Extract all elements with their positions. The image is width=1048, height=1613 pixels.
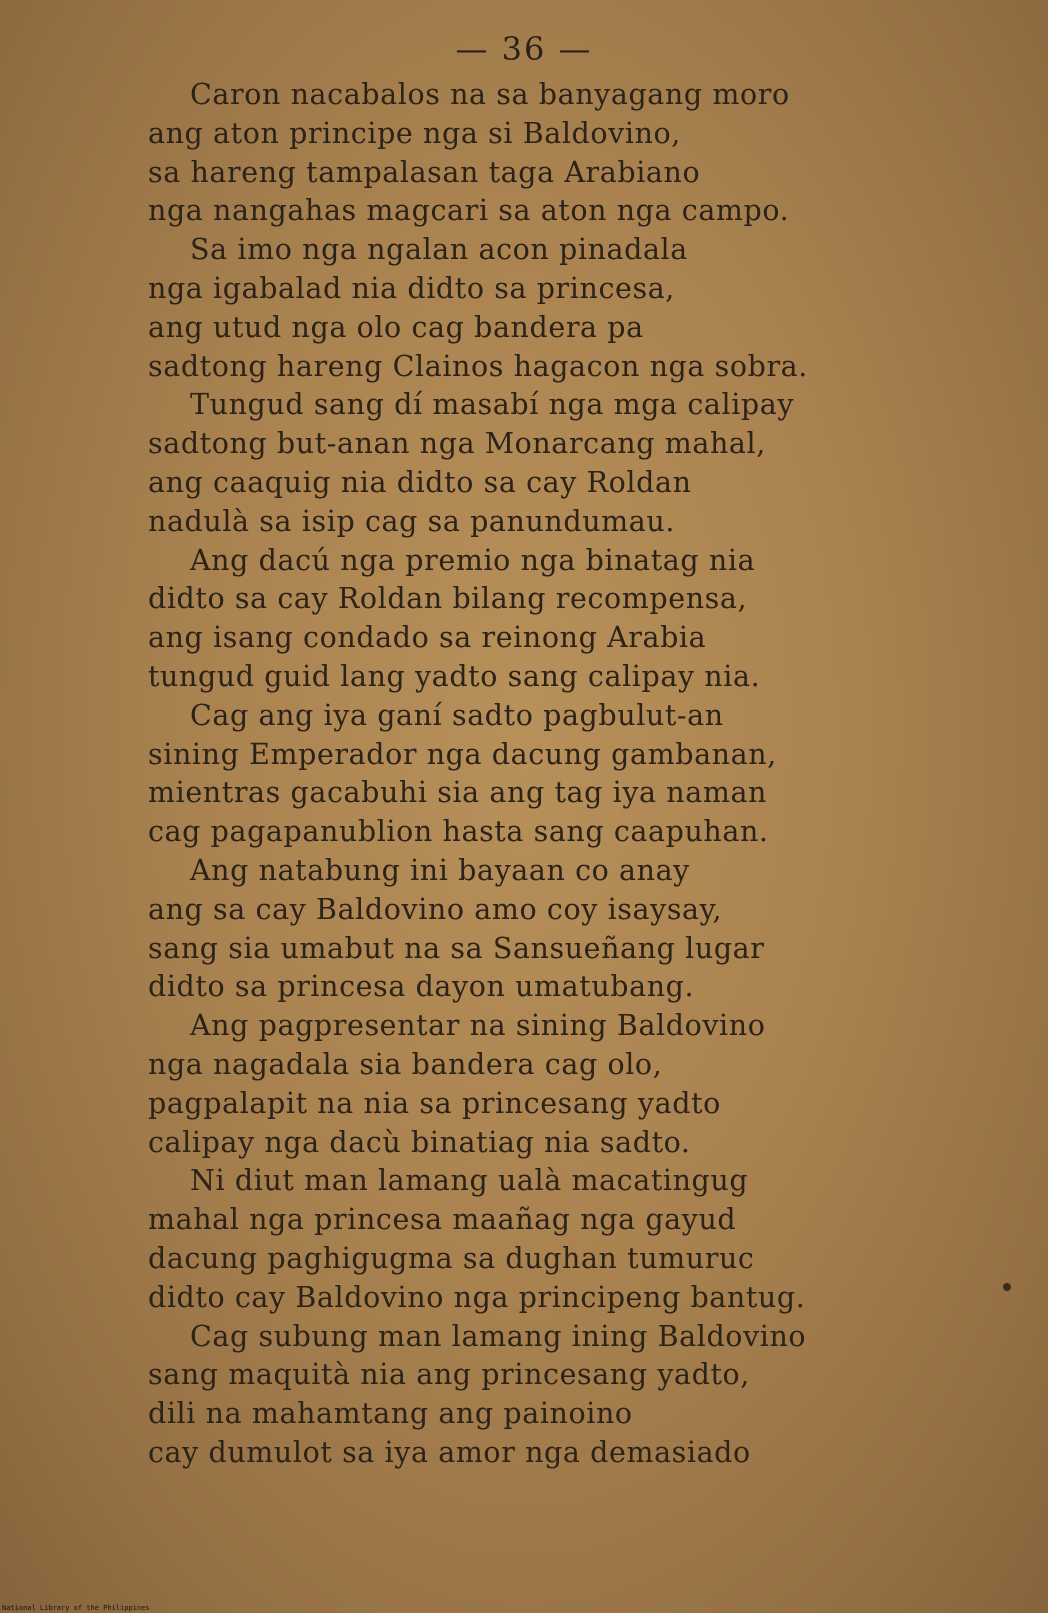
verse-line: Ang dacú nga premio nga binatag nia <box>190 543 756 577</box>
verse-line: Sa imo nga ngalan acon pinadala <box>190 233 688 267</box>
library-credit: National Library of the Philippines <box>2 1604 150 1612</box>
verse-line: Ang natabung ini bayaan co anay <box>190 853 690 887</box>
verse-line: sa hareng tampalasan taga Arabiano <box>148 155 701 189</box>
verse-line: nga igabalad nia didto sa princesa, <box>148 271 675 305</box>
stanza <box>148 231 908 386</box>
stanza <box>148 386 908 541</box>
stanza <box>148 76 908 231</box>
verse-line: cag pagapanublion hasta sang caapuhan. <box>148 815 769 849</box>
verse-line: ang aton principe nga si Baldovino, <box>148 116 681 150</box>
verse-line: cay dumulot sa iya amor nga demasiado <box>148 1435 751 1469</box>
page-number: — 36 — <box>455 30 593 68</box>
verse-line: dili na mahamtang ang painoino <box>148 1397 633 1431</box>
ink-speck <box>1003 1283 1011 1291</box>
verse-line: didto sa princesa dayon umatubang. <box>148 970 695 1004</box>
poem-body <box>148 76 908 1473</box>
verse-line: ang isang condado sa reinong Arabia <box>148 621 707 655</box>
verse-line: Cag subung man lamang ining Baldovino <box>190 1319 807 1353</box>
stanza <box>148 1318 908 1473</box>
verse-line: Ang pagpresentar na sining Baldovino <box>190 1009 766 1043</box>
stanza <box>148 697 908 852</box>
verse-line: Tungud sang dí masabí nga mga calipay <box>190 388 795 422</box>
verse-line: sang sia umabut na sa Sansueñang lugar <box>148 931 765 965</box>
verse-line: nga nangahas magcari sa aton nga campo. <box>148 194 790 228</box>
verse-line: pagpalapit na nia sa princesang yadto <box>148 1086 721 1120</box>
verse-line: tungud guid lang yadto sang calipay nia. <box>148 659 761 693</box>
stanza <box>148 852 908 1007</box>
verse-line: mahal nga princesa maañag nga gayud <box>148 1203 737 1237</box>
verse-line: nadulà sa isip cag sa panundumau. <box>148 504 676 538</box>
stanza <box>148 1007 908 1162</box>
verse-line: nga nagadala sia bandera cag olo, <box>148 1047 663 1081</box>
verse-line: ang utud nga olo cag bandera pa <box>148 310 644 344</box>
verse-line: calipay nga dacù binatiag nia sadto. <box>148 1125 691 1159</box>
verse-line: didto sa cay Roldan bilang recompensa, <box>148 582 748 616</box>
verse-line: didto cay Baldovino nga principeng bantug. <box>148 1280 806 1314</box>
stanza <box>148 542 908 697</box>
verse-line: Cag ang iya ganí sadto pagbulut-an <box>190 698 724 732</box>
verse-line: sadtong hareng Clainos hagacon nga sobra. <box>148 349 808 383</box>
verse-line: Caron nacabalos na sa banyagang moro <box>190 78 790 111</box>
verse-line: Ni diut man lamang ualà macatingug <box>190 1164 749 1198</box>
verse-line: sadtong but-anan nga Monarcang mahal, <box>148 427 766 461</box>
verse-line: dacung paghigugma sa dughan tumuruc <box>148 1241 755 1275</box>
verse-line: ang caaquig nia didto sa cay Roldan <box>148 465 692 499</box>
verse-line: sang maquità nia ang princesang yadto, <box>148 1358 750 1392</box>
stanza <box>148 1162 908 1317</box>
verse-line: mientras gacabuhi sia ang tag iya naman <box>148 776 768 810</box>
verse-line: ang sa cay Baldovino amo coy isaysay, <box>148 892 723 926</box>
verse-line: sining Emperador nga dacung gambanan, <box>148 737 777 771</box>
